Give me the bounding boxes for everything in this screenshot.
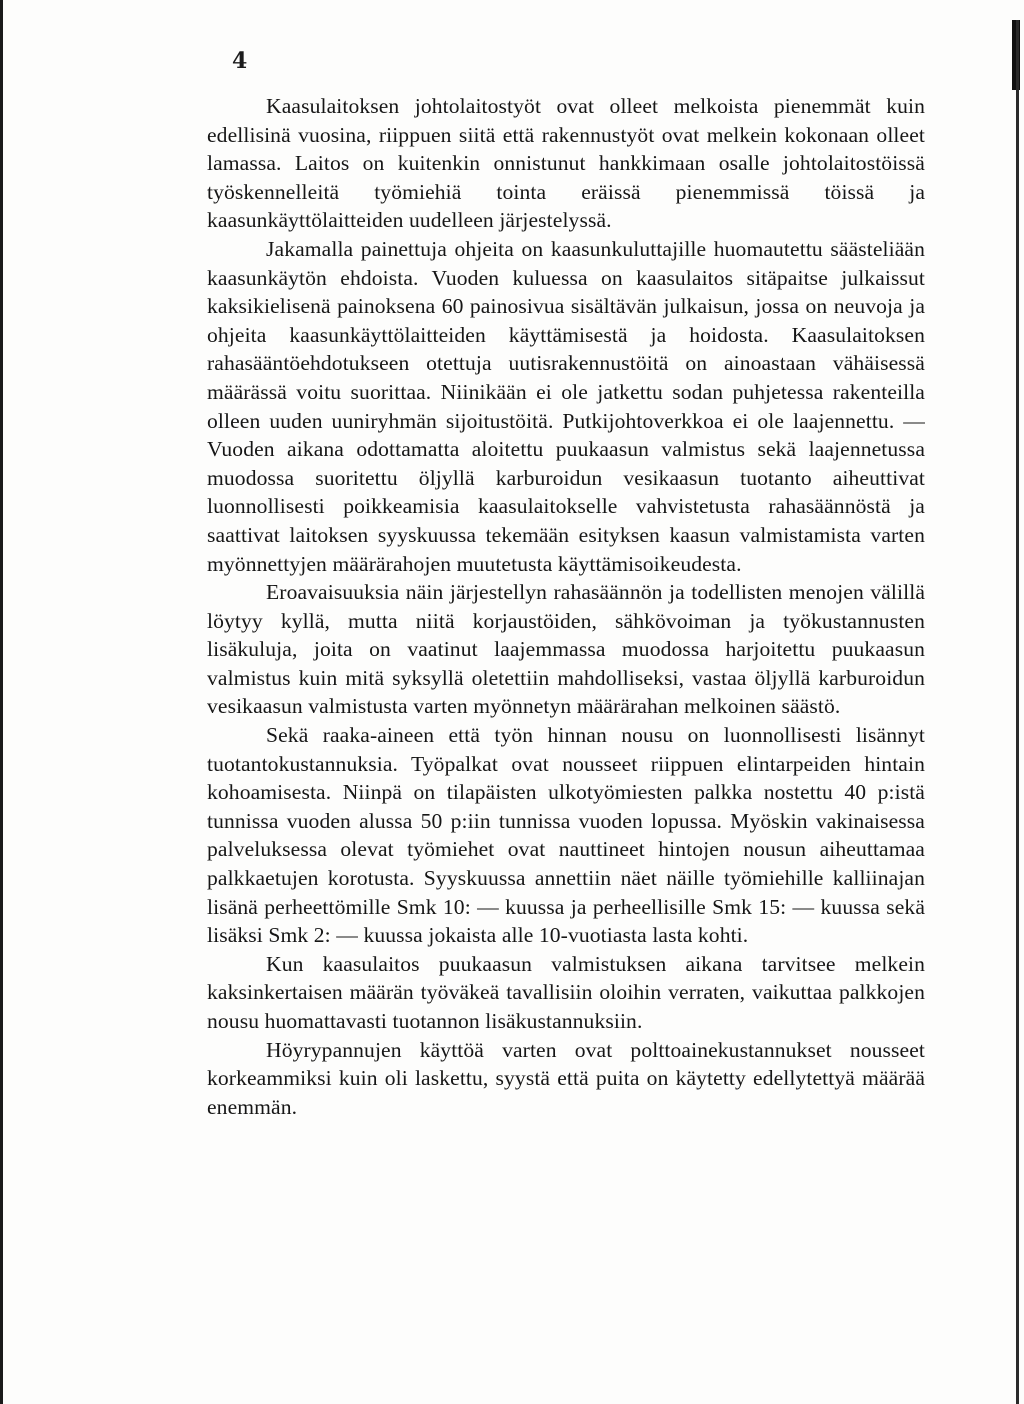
paragraph-6: Höyrypannujen käyttöä varten ovat polttoainekustannukset nousseet korkeammiksi kuin oli laskettu, syystä että puita on käytetty edellytettyä määrää enemmän.	[207, 1037, 925, 1119]
paragraph-1: Kaasulaitoksen johtolaitostyöt ovat olleet melkoista pienemmät kuin edellisinä vuosina, riippuen siitä että rakennustyöt ovat melkein kokonaan olleet lamassa. Laitos on kuitenkin onnistunut hankkimaan osalle johtolaitostöissä työskennelleitä työmiehiä tointa eräissä pienemmissä töissä ja kaasunkäyttölaitteiden uudelleen järjestelyssä.	[207, 94, 925, 233]
scan-edge-left	[0, 0, 3, 1404]
page-number: 4	[232, 48, 248, 74]
paragraph-5: Kun kaasulaitos puukaasun valmistuksen aikana tarvitsee melkein kaksinkertaisen määrän työväkeä tavallisiin oloihin verraten, vaikuttaa palkkojen nousu huomattavasti tuotannon lisäkustannuksiin.	[207, 951, 925, 1033]
body-text	[207, 92, 925, 1121]
paragraph-3: Eroavaisuuksia näin järjestellyn rahasäännön ja todellisten menojen välillä löytyy kyllä, mutta niitä korjaustöiden, sähkövoiman ja työkustannusten lisäkuluja, joita on vaatinut laajemmassa muodossa harjoitettu puukaasun valmistus kuin mitä syksyllä oletettiin mahdolliseksi, vastaa öljyllä karburoidun vesikaasun valmistusta varten myönnetyn määrärahan melkoinen säästö.	[207, 580, 925, 719]
scan-edge-right	[1016, 20, 1019, 1404]
paragraph-2: Jakamalla painettuja ohjeita on kaasunkuluttajille huomautettu säästeliään kaasunkäytön ehdoista. Vuoden kuluessa on kaasulaitos sitäpaitse julkaissut kaksikielisenä painoksena 60 painosivua sisältävän julkaisun, jossa on neuvoja ja ohjeita kaasunkäyttölaitteiden käyttämisestä ja hoidosta. Kaasulaitoksen rahasääntöehdotukseen otettuja uutisrakennustöitä on ainoastaan vähäisessä määrässä voitu suorittaa. Niinikään ei ole jatkettu sodan puhjetessa rakenteilla olleen uuden uuniryhmän sijoitustöitä. Putkijohtoverkkoa ei ole laajennettu. — Vuoden aikana odottamatta aloitettu puukaasun valmistus sekä laajennetussa muodossa suoritettu öljyllä karburoidun vesikaasun tuotanto aiheuttivat luonnollisesti poikkeamisia kaasulaitokselle vahvistetusta rahasäännöstä ja saattivat laitoksen syyskuussa tekemään esityksen kaasun valmistamista varten myönnettyjen määrärahojen muutetusta käyttämisoikeudesta.	[207, 236, 925, 576]
paragraph-4: Sekä raaka-aineen että työn hinnan nousu on luonnollisesti lisännyt tuotantokustannuksia. Työpalkat ovat nousseet riippuen elintarpeiden hintain kohoamisesta. Niinpä on tilapäisten ulkotyömiesten palkka nostettu 40 p:istä tunnissa vuoden alussa 50 p:iin tunnissa vuoden lopussa. Myöskin vakinaisessa palveluksessa olevat työmiehet ovat nauttineet hintojen nousun aiheuttamaa palkkaetujen korotusta. Syyskuussa annettiin näet näille työmiehille kalliinajan lisänä perheettömille Smk 10: — kuussa ja perheellisille Smk 15: — kuussa sekä lisäksi Smk 2: — kuussa jokaista alle 10-vuotiasta lasta kohti.	[207, 723, 925, 948]
